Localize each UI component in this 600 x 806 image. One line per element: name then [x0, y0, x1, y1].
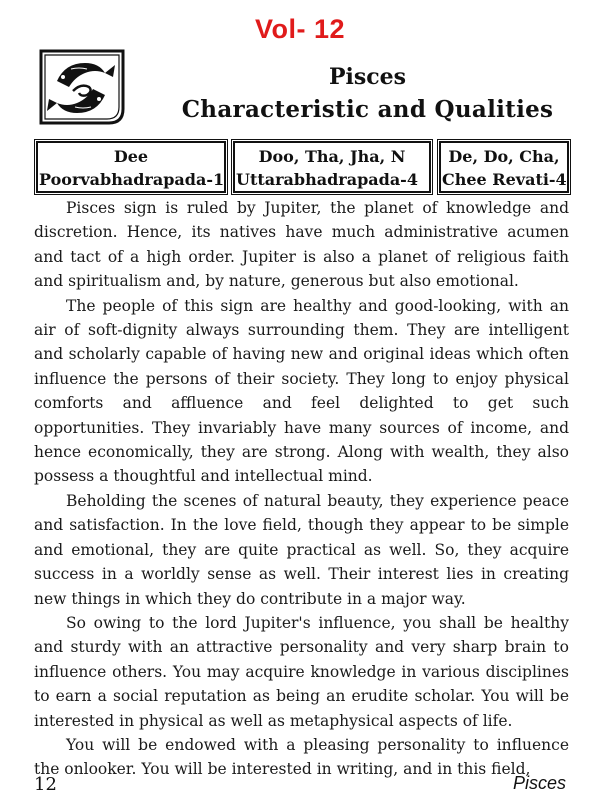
nakshatra-box-1 — [36, 141, 226, 193]
nakshatra-name: Chee Revati-4 — [442, 170, 567, 189]
page-title-line1: Pisces — [328, 64, 407, 90]
footer-sign-name: Pisces — [512, 773, 566, 793]
paragraph: You will be endowed with a pleasing personality to influence the onlooker. You will be interested in writing, and in this field, — [34, 735, 569, 779]
body-text — [34, 196, 569, 782]
nakshatra-box-2 — [233, 141, 431, 193]
nakshatra-syllables: De, Do, Cha, — [448, 147, 560, 166]
paragraph: Pisces sign is ruled by Jupiter, the planet of knowledge and discretion. Hence, its natives have much administrative acumen and tact of a high order. Jupiter is also a planet of religious faith and spiritualism and, by nature, generous but also emotional. — [34, 199, 569, 291]
paragraph: So owing to the lord Jupiter's influence, you shall be healthy and sturdy with an attractive personality and very sharp brain to influence others. You may acquire knowledge in various disciplines to earn a social reputation as being an erudite scholar. You will be interested in physical as well as metaphysical aspects of life. — [34, 613, 569, 730]
pisces-fish-emblem-icon — [35, 47, 129, 127]
page-number: 12 — [34, 774, 57, 795]
paragraph: Beholding the scenes of natural beauty, they experience peace and satisfaction. In the love field, though they appear to be simple and emotional, they are quite practical as well. So, they acquire success in a worldly sense as well. Their interest lies in creating new things in which they do contribute in a major way. — [34, 491, 569, 608]
nakshatra-box-3 — [439, 141, 569, 193]
paragraph: The people of this sign are healthy and good-looking, with an air of soft-dignity always surrounding them. They are intelligent and scholarly capable of having new and original ideas which often influence the persons of their society. They long to enjoy physical comforts and affluence and feel delighted to get such opportunities. They invariably have many sources of income, and hence economically, they are strong. Along with wealth, they also possess a thoughtful and intellectual mind. — [34, 296, 569, 486]
nakshatra-syllables: Doo, Tha, Jha, N — [258, 147, 406, 166]
page-title-line2: Characteristic and Qualities — [181, 96, 554, 123]
nakshatra-name: Uttarabhadrapada-4 — [236, 170, 418, 189]
volume-heading: Vol- 12 — [254, 14, 346, 44]
nakshatra-syllables: Dee — [113, 147, 149, 166]
nakshatra-name: Poorvabhadrapada-1 — [39, 170, 225, 189]
